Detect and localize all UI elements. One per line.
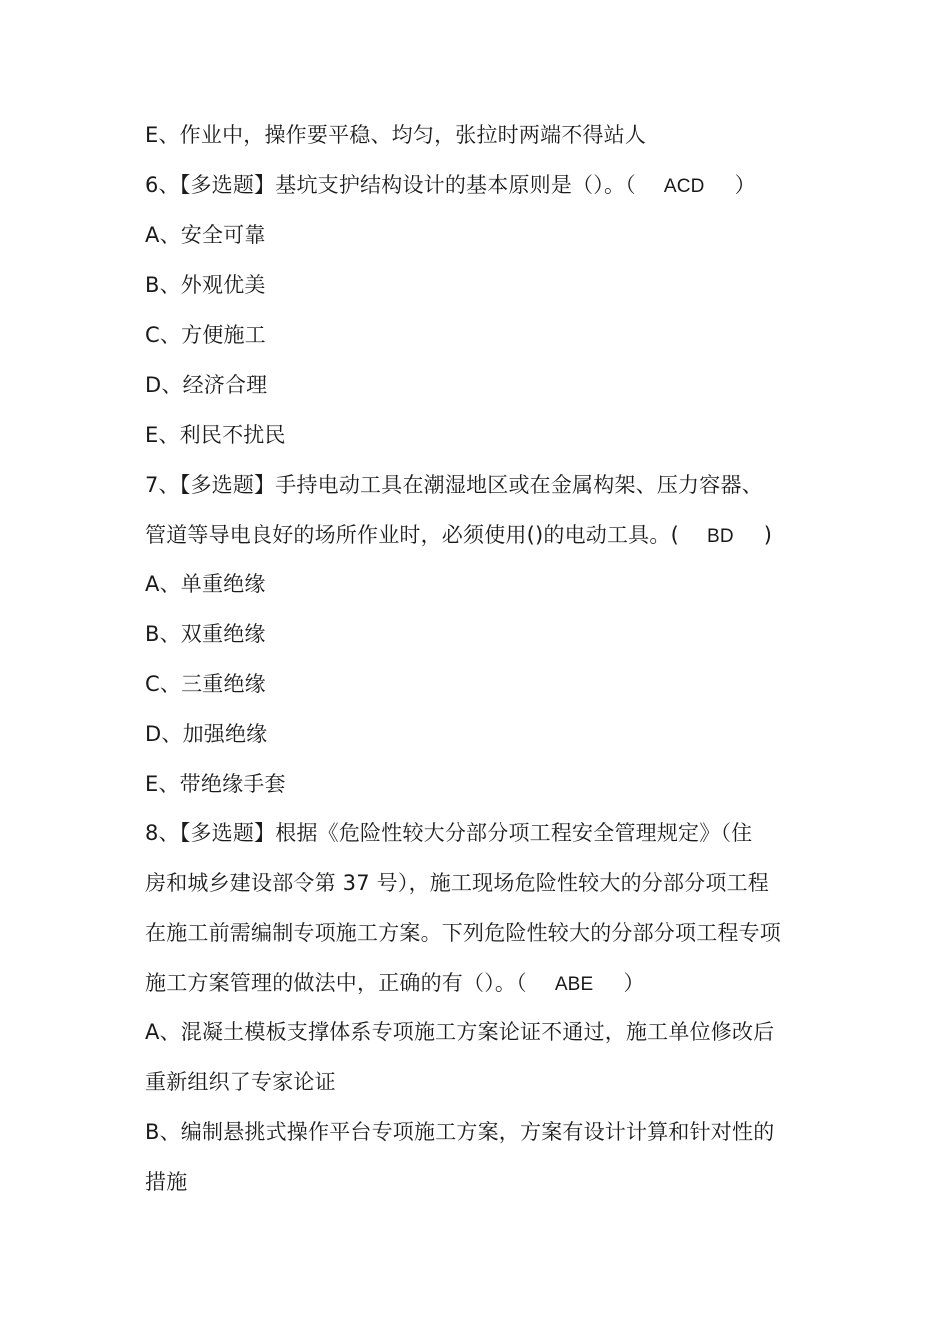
q8-stem-line2 bbox=[145, 868, 815, 898]
q8-option-b-line2 bbox=[145, 1167, 815, 1197]
q6-option-e bbox=[145, 420, 815, 450]
q7-option-b bbox=[145, 619, 815, 649]
q8-stem-line1 bbox=[145, 818, 815, 848]
q7-stem-line1 bbox=[145, 470, 815, 500]
close-paren: ） bbox=[734, 173, 756, 197]
q6-stem bbox=[145, 170, 815, 202]
q8-answer: ABE bbox=[554, 974, 594, 995]
option-text: A、单重绝缘 bbox=[145, 572, 266, 596]
q7-option-e bbox=[145, 769, 815, 799]
q6-answer: ACD bbox=[663, 176, 705, 197]
q7-stem-line2 bbox=[145, 520, 815, 552]
q7-answer: BD bbox=[706, 526, 734, 547]
option-text: E、利民不扰民 bbox=[145, 423, 286, 447]
q7-option-c bbox=[145, 669, 815, 699]
q8-option-a-line2 bbox=[145, 1067, 815, 1097]
option-text: A、混凝土模板支撑体系专项施工方案论证不通过，施工单位修改后 bbox=[145, 1020, 775, 1044]
option-text: B、双重绝缘 bbox=[145, 622, 266, 646]
q6-option-b bbox=[145, 270, 815, 300]
q8-option-b-line1 bbox=[145, 1117, 815, 1147]
question-text: 管道等导电良好的场所作业时，必须使用()的电动工具。( bbox=[145, 523, 679, 547]
question-text: 8、【多选题】根据《危险性较大分部分项工程安全管理规定》（住 bbox=[145, 821, 753, 845]
option-text: B、编制悬挑式操作平台专项施工方案，方案有设计计算和针对性的 bbox=[145, 1120, 775, 1144]
question-text: 在施工前需编制专项施工方案。下列危险性较大的分部分项工程专项 bbox=[145, 921, 781, 945]
q6-option-a bbox=[145, 220, 815, 250]
question-text: 房和城乡建设部令第 37 号），施工现场危险性较大的分部分项工程 bbox=[145, 871, 769, 895]
option-text: E、作业中，操作要平稳、均匀，张拉时两端不得站人 bbox=[145, 123, 647, 147]
q8-stem-line3 bbox=[145, 918, 815, 948]
q8-option-a-line1 bbox=[145, 1017, 815, 1047]
close-paren: ) bbox=[763, 523, 773, 547]
q7-option-d bbox=[145, 719, 815, 749]
option-text: C、方便施工 bbox=[145, 323, 266, 347]
question-text: 施工方案管理的做法中，正确的有（）。（ bbox=[145, 971, 527, 995]
q7-option-a bbox=[145, 569, 815, 599]
q6-option-c bbox=[145, 320, 815, 350]
q5-option-e bbox=[145, 120, 815, 150]
question-text: 6、【多选题】基坑支护结构设计的基本原则是（）。（ bbox=[145, 173, 636, 197]
option-text: E、带绝缘手套 bbox=[145, 772, 286, 796]
option-text: C、三重绝缘 bbox=[145, 672, 266, 696]
question-text: 7、【多选题】手持电动工具在潮湿地区或在金属构架、压力容器、 bbox=[145, 473, 763, 497]
option-text: B、外观优美 bbox=[145, 273, 266, 297]
close-paren: ） bbox=[623, 971, 645, 995]
option-text: D、加强绝缘 bbox=[145, 722, 268, 746]
q8-stem-line4 bbox=[145, 968, 815, 1000]
option-text: 重新组织了专家论证 bbox=[145, 1070, 336, 1094]
q6-option-d bbox=[145, 370, 815, 400]
option-text: 措施 bbox=[145, 1170, 188, 1194]
option-text: A、安全可靠 bbox=[145, 223, 266, 247]
option-text: D、经济合理 bbox=[145, 373, 268, 397]
